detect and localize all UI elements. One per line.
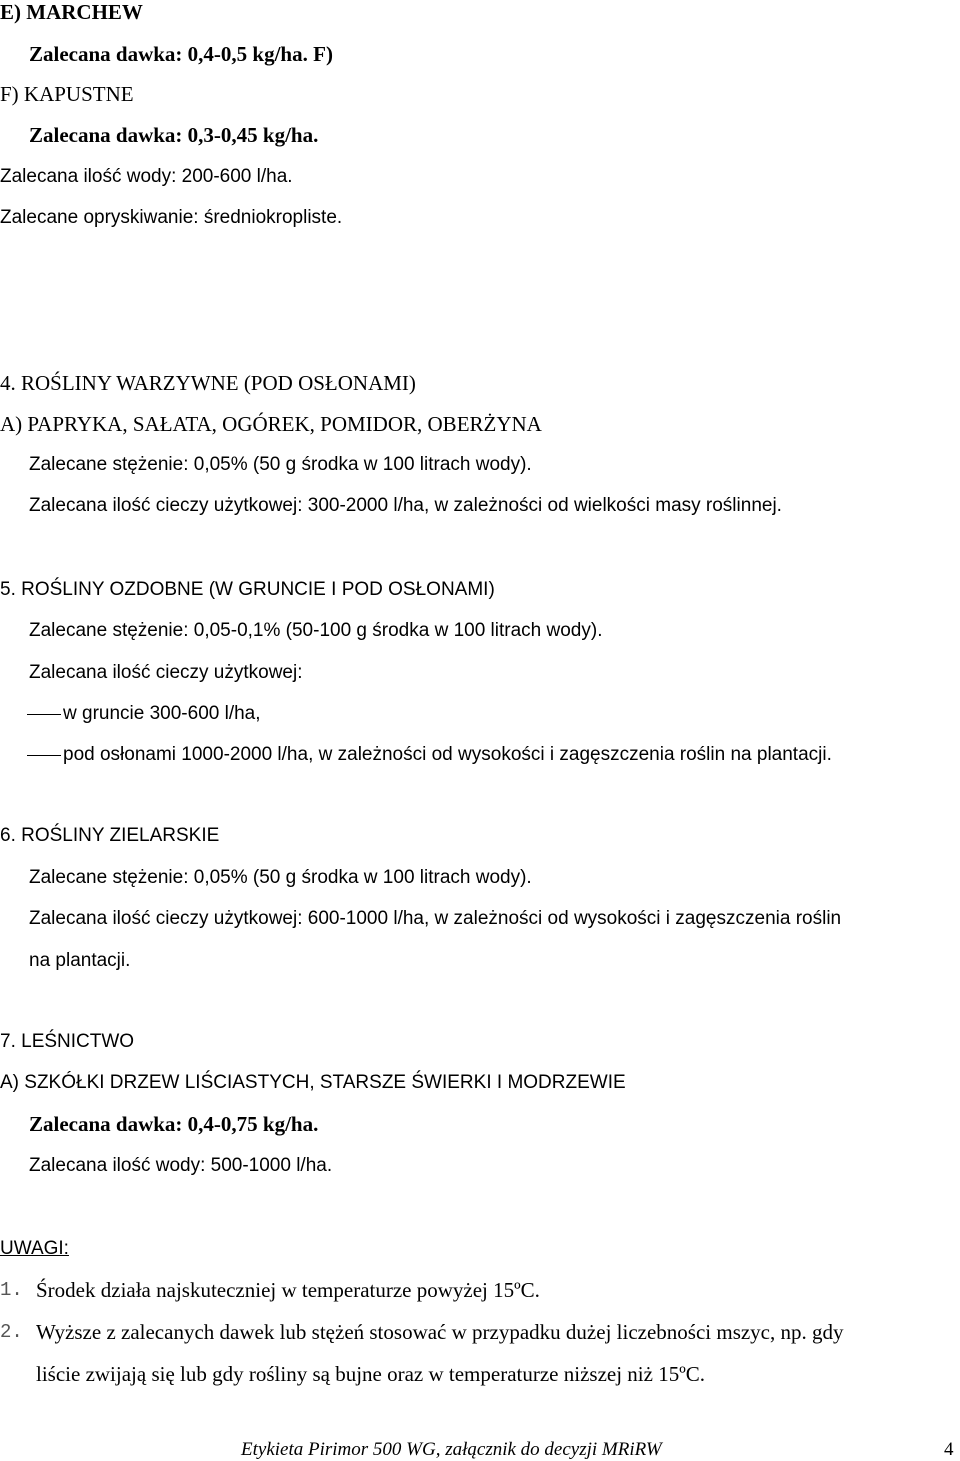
note-number: 2.	[0, 1321, 23, 1343]
e-dose: Zalecana dawka: 0,4-0,5 kg/ha. F)	[29, 42, 333, 66]
section-7-sub: A) SZKÓŁKI DRZEW LIŚCIASTYCH, STARSZE ŚWIERKI I MODRZEWIE	[0, 1072, 626, 1093]
section-7-heading: 7. LEŚNICTWO	[0, 1031, 135, 1052]
section-7-dose: Zalecana dawka: 0,4-0,75 kg/ha.	[29, 1112, 319, 1136]
dash-icon	[27, 714, 61, 715]
section-6-liquid-1: Zalecana ilość cieczy użytkowej: 600-1000 l/ha, w zależności od wysokości i zagęszczenia roślin	[29, 908, 842, 929]
page-number: 4	[944, 1439, 954, 1460]
notes-heading: UWAGI:	[0, 1238, 69, 1259]
f-dose: Zalecana dawka: 0,3-0,45 kg/ha.	[29, 123, 319, 147]
section-6-conc: Zalecane stężenie: 0,05% (50 g środka w 100 litrach wody).	[29, 867, 532, 888]
note-number: 1.	[0, 1279, 23, 1301]
note-text-continued: liście zwijają się lub gdy rośliny są bujne oraz w temperaturze niższej niż 15ºC.	[36, 1362, 705, 1386]
section-5-liquid: Zalecana ilość cieczy użytkowej:	[29, 662, 303, 683]
section-5-conc: Zalecane stężenie: 0,05-0,1% (50-100 g środka w 100 litrach wody).	[29, 620, 603, 641]
dash-icon	[27, 755, 61, 756]
note-text: Środek działa najskuteczniej w temperaturze powyżej 15ºC.	[36, 1278, 540, 1302]
section-4-conc: Zalecane stężenie: 0,05% (50 g środka w 100 litrach wody).	[29, 454, 532, 475]
f-spray: Zalecane opryskiwanie: średniokropliste.	[0, 207, 343, 228]
section-6-liquid-2: na plantacji.	[29, 950, 131, 971]
section-4-heading: 4. ROŚLINY WARZYWNE (POD OSŁONAMI)	[0, 371, 416, 395]
section-f-heading: F) KAPUSTNE	[0, 82, 134, 106]
f-water: Zalecana ilość wody: 200-600 l/ha.	[0, 166, 293, 187]
section-5-item: pod osłonami 1000-2000 l/ha, w zależności od wysokości i zagęszczenia roślin na plantacji.	[63, 744, 832, 765]
footer-text: Etykieta Pirimor 500 WG, załącznik do decyzji MRiRW	[241, 1439, 662, 1460]
section-5-heading: 5. ROŚLINY OZDOBNE (W GRUNCIE I POD OSŁONAMI)	[0, 579, 495, 600]
note-text: Wyższe z zalecanych dawek lub stężeń stosować w przypadku dużej liczebności mszyc, np. gdy	[36, 1320, 844, 1344]
section-4-liquid: Zalecana ilość cieczy użytkowej: 300-2000 l/ha, w zależności od wielkości masy roślinnej.	[29, 495, 782, 516]
section-5-item: w gruncie 300-600 l/ha,	[63, 703, 261, 724]
section-e-heading: E) MARCHEW	[0, 0, 143, 24]
section-6-heading: 6. ROŚLINY ZIELARSKIE	[0, 825, 220, 846]
section-7-water: Zalecana ilość wody: 500-1000 l/ha.	[29, 1155, 333, 1176]
section-4-sub: A) PAPRYKA, SAŁATA, OGÓREK, POMIDOR, OBERŻYNA	[0, 412, 542, 436]
